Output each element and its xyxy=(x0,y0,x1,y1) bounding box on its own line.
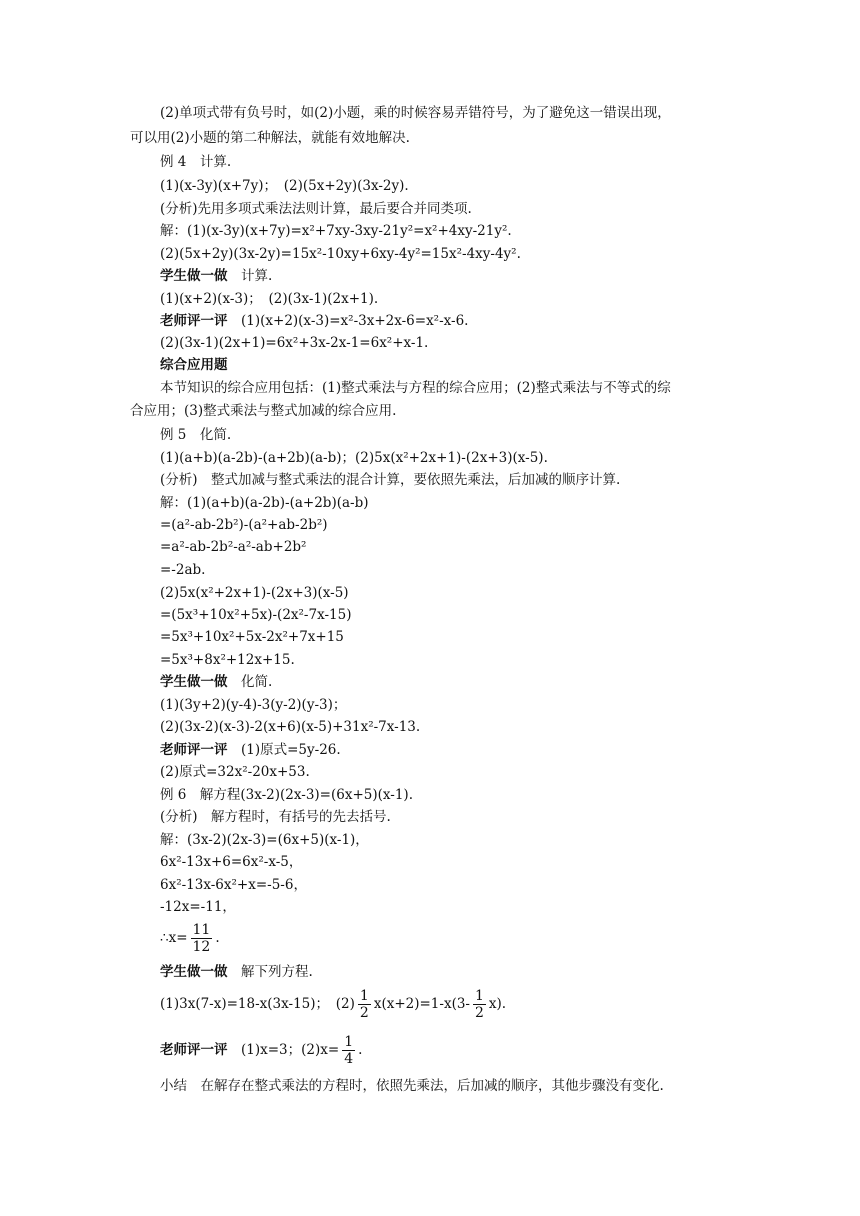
solution-line: =(5x³+10x²+5x)-(2x²-7x-15) xyxy=(160,607,352,623)
solution-line: 6x²-13x+6=6x²-x-5， xyxy=(160,854,303,870)
paragraph-line: 可以用(2)小题的第二种解法，就能有效地解决. xyxy=(130,130,410,146)
bold-label: 老师评一评 xyxy=(160,313,228,329)
exercise-line xyxy=(160,673,272,691)
numerator: 1 xyxy=(344,1034,354,1050)
denominator: 12 xyxy=(192,939,211,955)
bold-label: 老师评一评 xyxy=(160,742,228,758)
text-span: ∴x= xyxy=(160,930,188,946)
bold-label: 学生做一做 xyxy=(160,268,228,284)
comment-line xyxy=(160,312,468,330)
solution-line: =a²-ab-2b²-a²-ab+2b² xyxy=(160,539,307,555)
comment-line xyxy=(160,741,341,759)
fraction xyxy=(191,922,213,955)
bold-label: 老师评一评 xyxy=(160,1042,228,1058)
text-span: (1)原式=5y-26. xyxy=(227,742,341,758)
text-span: (1)(x+2)(x-3)=x²-3x+2x-6=x²-x-6. xyxy=(227,313,469,329)
solution-line: (2)(5x+2y)(3x-2y)=15x²-10xy+6xy-4y²=15x²-4xy-4y². xyxy=(160,246,521,262)
bold-label: 学生做一做 xyxy=(160,674,228,690)
summary-line: 小结 在解存在整式乘法的方程时，依照先乘法，后加减的顺序，其他步骤没有变化. xyxy=(160,1078,664,1094)
fraction xyxy=(358,988,371,1021)
solution-line: -12x=-11， xyxy=(160,899,236,915)
text-span: 化简. xyxy=(227,674,273,690)
numerator: 1 xyxy=(359,988,369,1004)
text-span: . xyxy=(215,930,220,946)
problem-line: (1)(a+b)(a-2b)-(a+2b)(a-b)；(2)5x(x²+2x+1)-(2x+3)(x-5). xyxy=(160,450,548,466)
exercise-line xyxy=(160,267,272,285)
paragraph-line: 合应用；(3)整式乘法与整式加减的综合应用. xyxy=(130,403,397,419)
example-heading: 例 4 计算. xyxy=(160,154,232,170)
solution-line: =(a²-ab-2b²)-(a²+ab-2b²) xyxy=(160,517,328,533)
problem-line: (1)(x-3y)(x+7y)； (2)(5x+2y)(3x-2y). xyxy=(160,178,409,194)
numerator: 1 xyxy=(474,988,484,1004)
paragraph-line: 本节知识的综合应用包括：(1)整式乘法与方程的综合应用；(2)整式乘法与不等式的综 xyxy=(160,380,671,396)
denominator: 2 xyxy=(359,1005,369,1021)
analysis-line: (分析) 解方程时，有括号的先去括号. xyxy=(160,809,391,825)
text-span: (1)x=3；(2)x= xyxy=(227,1042,340,1058)
answer-line xyxy=(160,920,220,956)
problem-line xyxy=(160,986,506,1022)
solution-line: =5x³+8x²+12x+15. xyxy=(160,652,295,668)
solution-line: (2)5x(x²+2x+1)-(2x+3)(x-5) xyxy=(160,585,349,601)
solution-line: 6x²-13x-6x²+x=-5-6， xyxy=(160,877,307,893)
text-span: x). xyxy=(488,996,507,1012)
solution-line: =5x³+10x²+5x-2x²+7x+15 xyxy=(160,629,344,645)
bold-label: 学生做一做 xyxy=(160,964,228,980)
text-span: x(x+2)=1-x(3- xyxy=(373,996,470,1012)
paragraph-line: (2)单项式带有负号时，如(2)小题，乘的时候容易弄错符号，为了避免这一错误出现， xyxy=(160,105,671,121)
text-span: (1)3x(7-x)=18-x(3x-15)； (2) xyxy=(160,996,355,1012)
problem-line: (1)(x+2)(x-3)； (2)(3x-1)(2x+1). xyxy=(160,291,379,307)
text-span: 计算. xyxy=(227,268,273,284)
section-heading: 综合应用题 xyxy=(160,357,228,373)
problem-line: (1)(3y+2)(y-4)-3(y-2)(y-3)； xyxy=(160,697,347,713)
text-span: . xyxy=(358,1042,363,1058)
solution-line: 解：(3x-2)(2x-3)=(6x+5)(x-1)， xyxy=(160,832,369,848)
solution-line: 解：(1)(a+b)(a-2b)-(a+2b)(a-b) xyxy=(160,495,369,511)
denominator: 2 xyxy=(474,1005,484,1021)
fraction xyxy=(473,988,486,1021)
fraction xyxy=(342,1034,355,1067)
numerator: 11 xyxy=(192,922,211,938)
solution-line: =-2ab. xyxy=(160,562,206,578)
example-heading: 例 5 化简. xyxy=(160,427,232,443)
example-heading: 例 6 解方程(3x-2)(2x-3)=(6x+5)(x-1). xyxy=(160,787,413,803)
comment-line xyxy=(160,1032,362,1068)
solution-line: (2)原式=32x²-20x+53. xyxy=(160,764,310,780)
solution-line: (2)(3x-1)(2x+1)=6x²+3x-2x-1=6x²+x-1. xyxy=(160,335,429,351)
analysis-line: (分析) 整式加减与整式乘法的混合计算，要依照先乘法，后加减的顺序计算. xyxy=(160,472,621,488)
analysis-line: (分析)先用多项式乘法法则计算，最后要合并同类项. xyxy=(160,201,472,217)
problem-line: (2)(3x-2)(x-3)-2(x+6)(x-5)+31x²-7x-13. xyxy=(160,719,421,735)
text-span: 解下列方程. xyxy=(227,964,313,980)
solution-line: 解：(1)(x-3y)(x+7y)=x²+7xy-3xy-21y²=x²+4xy-21y². xyxy=(160,223,512,239)
exercise-line xyxy=(160,963,313,981)
denominator: 4 xyxy=(344,1051,354,1067)
